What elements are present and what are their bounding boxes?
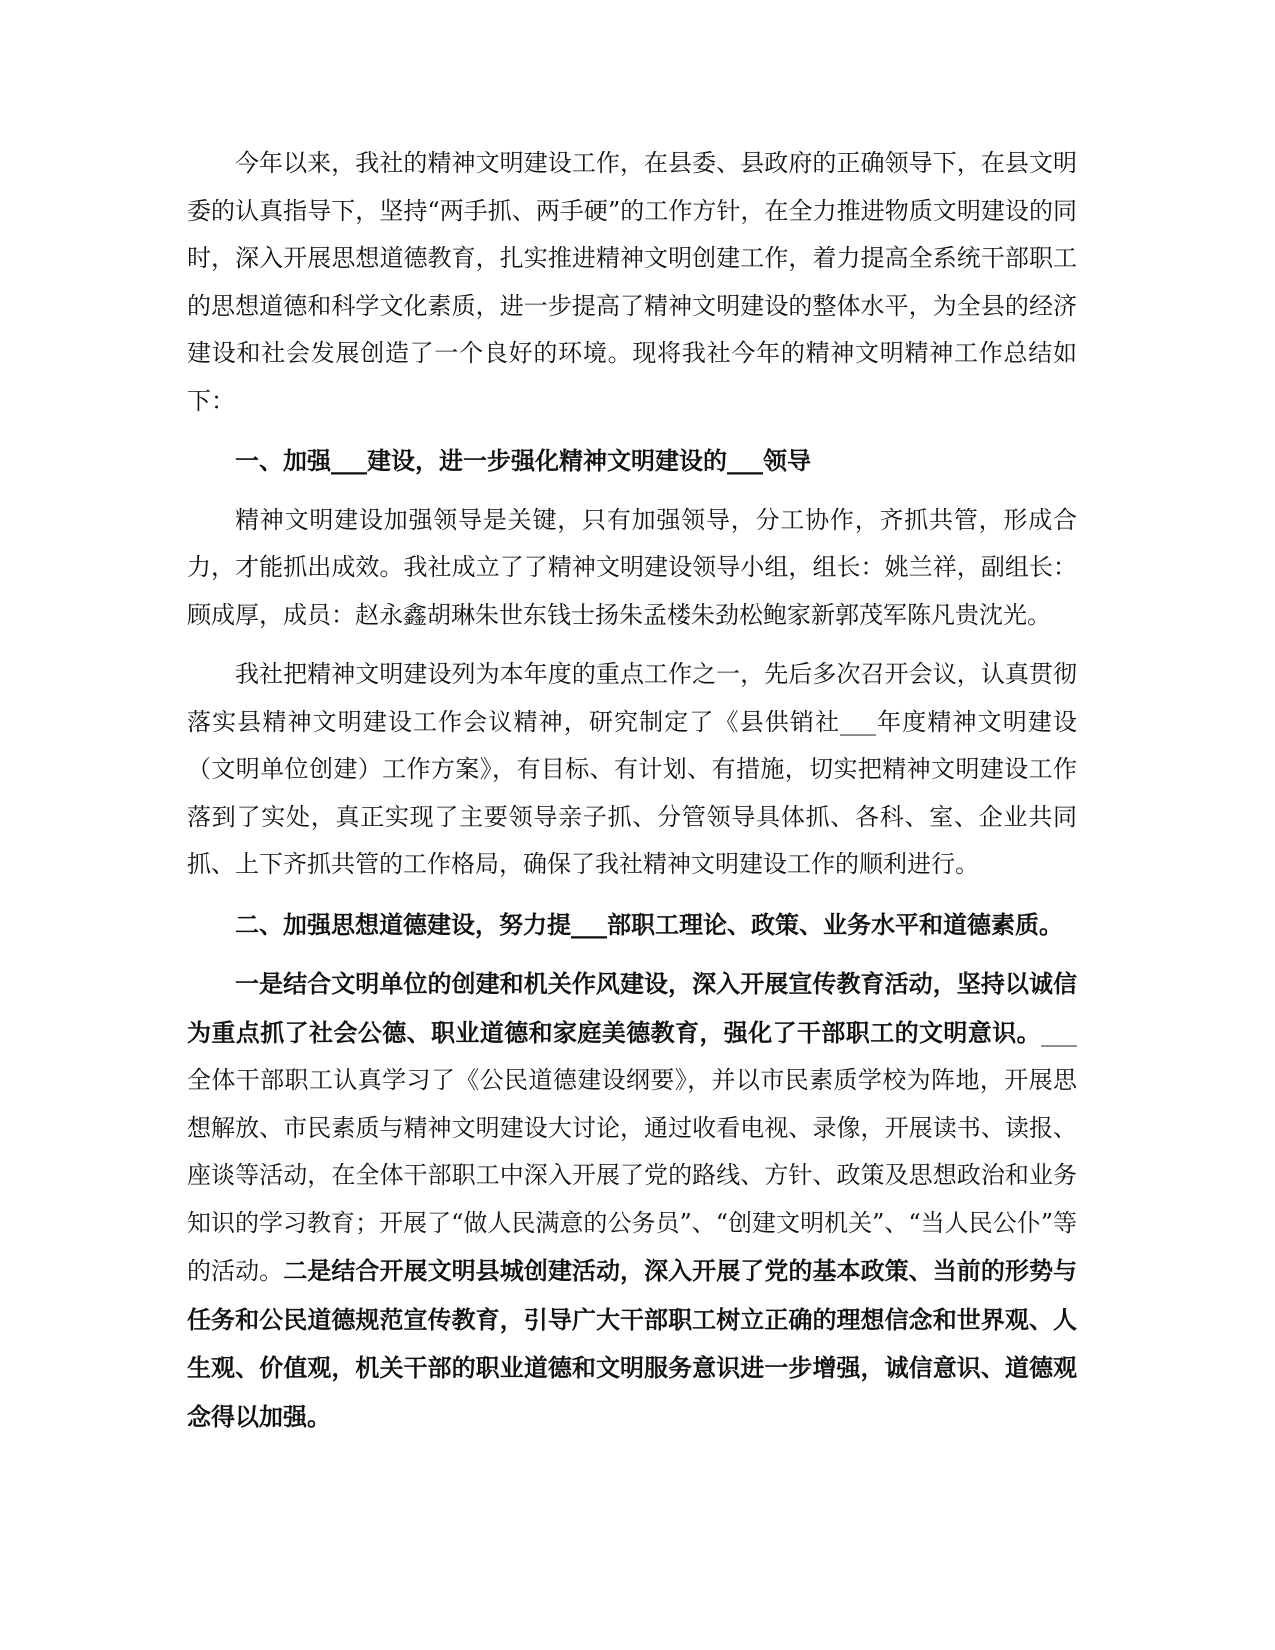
paragraph-intro: 今年以来，我社的精神文明建设工作，在县委、县政府的正确领导下，在县文明委的认真指导下，坚持“两手抓、两手硬”的工作方针，在全力推进物质文明建设的同时，深入开展思想道德教育，扎实推进精神文明创建工作，着力提高全系统干部职工的思想道德和科学文化素质，进一步提高了精神文明建设的整体水平，为全县的经济建设和社会发展创造了一个良好的环境。现将我社今年的精神文明精神工作总结如下： [187, 149, 1077, 415]
section-heading-2: 二、加强思想道德建设，努力提___部职工理论、政策、业务水平和道德素质。 [235, 909, 1063, 939]
section-heading-1: 一、加强___建设，进一步强化精神文明建设的___领导 [235, 446, 811, 475]
point-one-text: 一是结合文明单位的创建和机关作风建设，深入开展宣传教育活动，坚持以诚信为重点抓了社会公德、职业道德和家庭美德教育，强化了干部职工的文明意识。 [187, 969, 1077, 1047]
document-body [187, 140, 1077, 1441]
paragraph-leadership: 精神文明建设加强领导是关键，只有加强领导，分工协作，齐抓共管，形成合力，才能抓出成效。我社成立了了精神文明建设领导小组，组长：姚兰祥，副组长：顾成厚，成员：赵永鑫胡琳朱世东钱士扬朱孟楼朱劲松鲍家新郭茂军陈凡贵沈光。 [187, 505, 1077, 629]
paragraph-work-plan: 我社把精神文明建设列为本年度的重点工作之一，先后多次召开会议，认真贯彻落实县精神文明建设工作会议精神，研究制定了《县供销社___年度精神文明建设（文明单位创建）工作方案》，有目标、有计划、有措施，切实把精神文明建设工作落到了实处，真正实现了主要领导亲子抓、分管领导具体抓、各科、室、企业共同抓、上下齐抓共管的工作格局，确保了我社精神文明建设工作的顺利进行。 [187, 660, 1077, 878]
point-two-text: 二是结合开展文明县城创建活动，深入开展了党的基本政策、当前的形势与任务和公民道德规范宣传教育，引导广大干部职工树立正确的理想信念和世界观、人生观、价值观，机关干部的职业道德和文明服务意识进一步增强，诚信意识、道德观念得以加强。 [187, 1256, 1078, 1431]
paragraph-moral-education [187, 960, 1077, 1441]
study-activities-text: ___全体干部职工认真学习了《公民道德建设纲要》，并以市民素质学校为阵地，开展思想解放、市民素质与精神文明建设大讨论，通过收看电视、录像，开展读书、读报、座谈等活动，在全体干部职工中深入开展了党的路线、方针、政策及思想政治和业务知识的学习教育；开展了“做人民满意的公务员”、“创建文明机关”、“当人民公仆”等的活动。 [187, 1018, 1077, 1285]
